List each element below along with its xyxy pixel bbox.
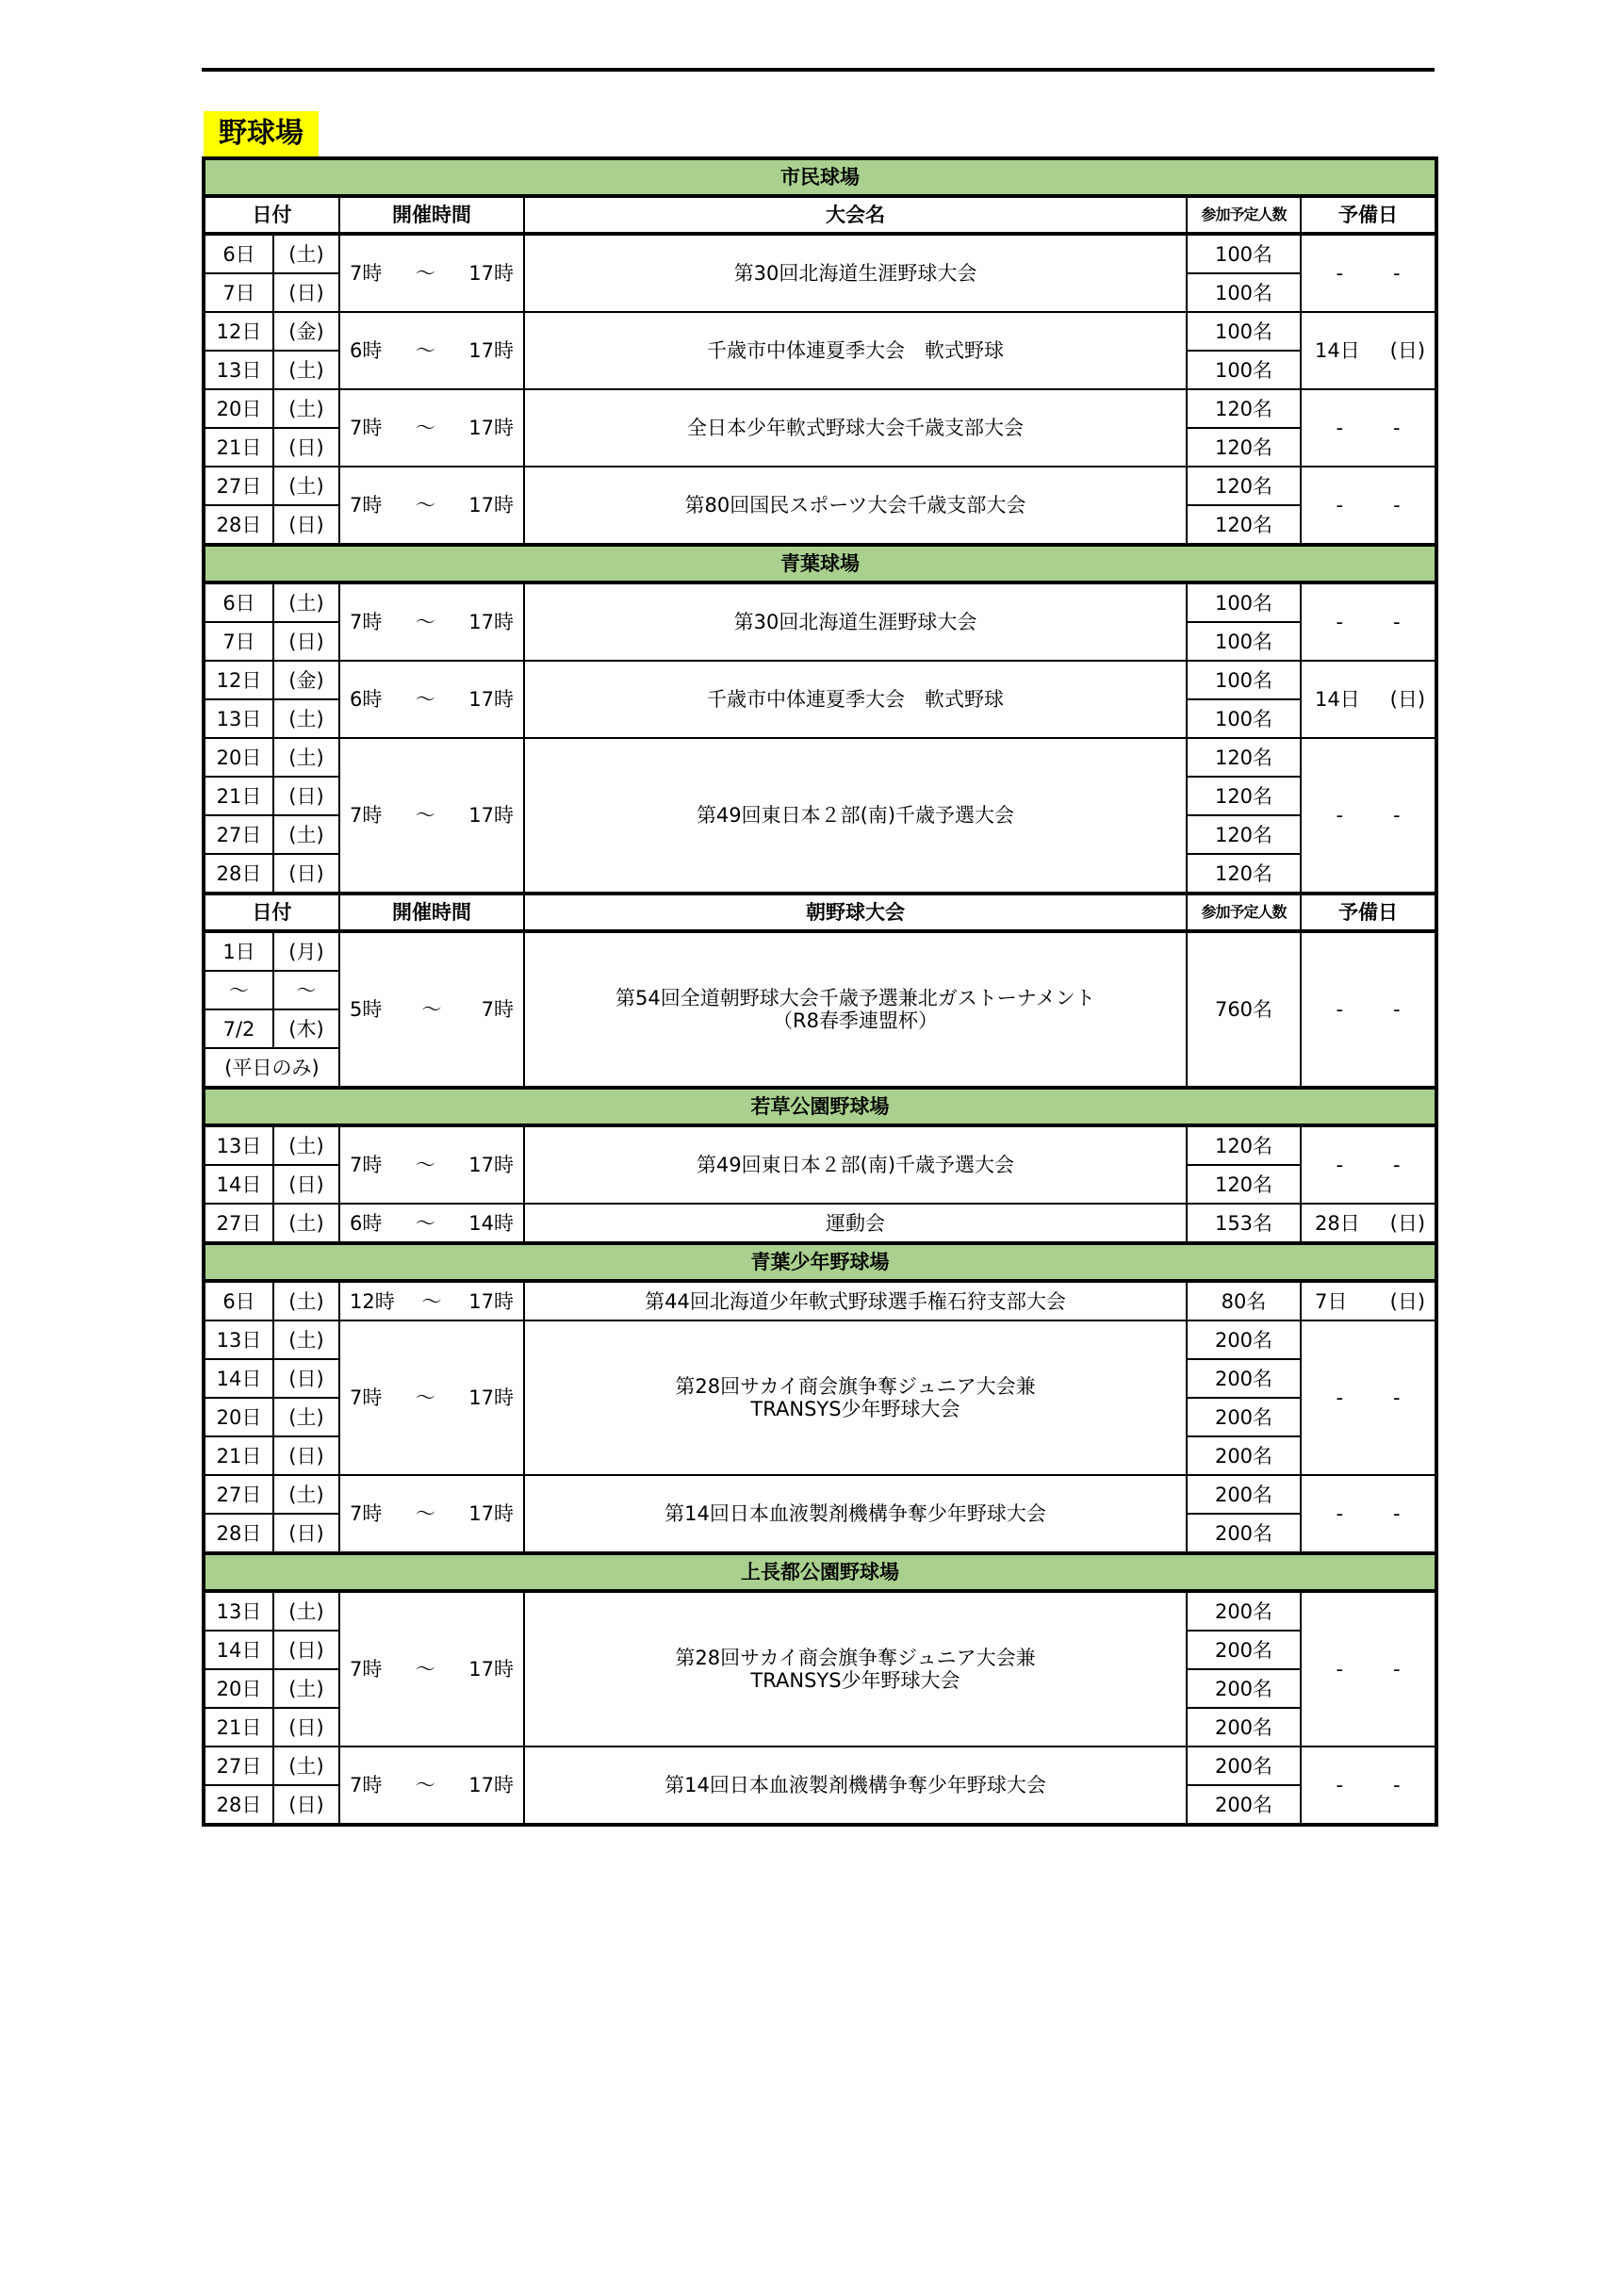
day-cell: 28日: [204, 505, 273, 545]
people-cell: 200名: [1187, 1475, 1301, 1514]
time-cell: 7時 ～ 17時: [339, 1125, 524, 1204]
weekday-cell: (土): [273, 1747, 339, 1785]
day-cell: 20日: [204, 1669, 273, 1708]
weekday-cell: (土): [273, 1591, 339, 1631]
reserve-cell: 7日 (日): [1301, 1281, 1436, 1320]
table-row: [204, 931, 1436, 971]
people-cell: 100名: [1187, 312, 1301, 351]
event-line: 第28回サカイ商会旗争奪ジュニア大会兼: [675, 1647, 1036, 1669]
header-time: 開催時間: [339, 196, 524, 234]
day-cell: 13日: [204, 351, 273, 389]
top-rule: [202, 68, 1435, 72]
event-line: 第54回全道朝野球大会千歳予選兼北ガストーナメント: [615, 987, 1095, 1009]
people-cell: 200名: [1187, 1591, 1301, 1631]
header-event: 大会名: [524, 196, 1187, 234]
weekday-cell: (土): [273, 1281, 339, 1320]
day-cell: 21日: [204, 777, 273, 815]
table-row: [204, 582, 1436, 622]
people-cell: 120名: [1187, 738, 1301, 777]
time-cell: 7時 ～ 17時: [339, 738, 524, 894]
reserve-cell: - -: [1301, 582, 1436, 661]
header-people: 参加予定人数: [1187, 196, 1301, 234]
table-row: [204, 389, 1436, 428]
day-cell: 27日: [204, 467, 273, 505]
event-cell: 第80回国民スポーツ大会千歳支部大会: [524, 467, 1187, 545]
people-cell: 200名: [1187, 1436, 1301, 1475]
people-cell: 200名: [1187, 1669, 1301, 1708]
event-cell: 第30回北海道生涯野球大会: [524, 234, 1187, 312]
time-cell: 7時 ～ 17時: [339, 1747, 524, 1825]
weekday-cell: (土): [273, 1669, 339, 1708]
reserve-cell: - -: [1301, 1747, 1436, 1825]
day-cell: 14日: [204, 1359, 273, 1398]
table-row: [204, 738, 1436, 777]
event-cell: 第14回日本血液製剤機構争奪少年野球大会: [524, 1475, 1187, 1553]
weekday-cell: (日): [273, 622, 339, 661]
venue-row: [204, 1553, 1436, 1591]
day-cell: 12日: [204, 312, 273, 351]
venue-name-shimin: 市民球場: [204, 158, 1436, 196]
table-row: [204, 467, 1436, 505]
weekday-cell: (日): [273, 1436, 339, 1475]
header-date: 日付: [204, 196, 339, 234]
weekday-cell: (日): [273, 777, 339, 815]
people-cell: 80名: [1187, 1281, 1301, 1320]
day-cell: 27日: [204, 1204, 273, 1243]
weekday-cell: (土): [273, 1125, 339, 1165]
people-cell: 200名: [1187, 1514, 1301, 1553]
weekday-cell: (土): [273, 234, 339, 273]
people-cell: 120名: [1187, 389, 1301, 428]
venue-name-kamiosatsu: 上長都公園野球場: [204, 1553, 1436, 1591]
reserve-cell: - -: [1301, 1125, 1436, 1204]
people-cell: 100名: [1187, 273, 1301, 312]
weekday-cell: (土): [273, 582, 339, 622]
table-row: [204, 661, 1436, 699]
table-row: [204, 1281, 1436, 1320]
time-cell: 6時 ～ 17時: [339, 312, 524, 389]
reserve-cell: - -: [1301, 1320, 1436, 1475]
people-cell: 120名: [1187, 467, 1301, 505]
people-cell: 120名: [1187, 1125, 1301, 1165]
day-cell: 14日: [204, 1631, 273, 1669]
weekday-cell: (日): [273, 1785, 339, 1825]
event-cell: [524, 1591, 1187, 1747]
weekdays-only-note: (平日のみ): [204, 1048, 339, 1088]
people-cell: 153名: [1187, 1204, 1301, 1243]
day-cell: 13日: [204, 1320, 273, 1359]
time-cell: 5時 ～ 7時: [339, 931, 524, 1088]
weekday-cell: (土): [273, 1398, 339, 1436]
reserve-cell: - -: [1301, 389, 1436, 467]
event-cell: 千歳市中体連夏季大会 軟式野球: [524, 312, 1187, 389]
people-cell: 120名: [1187, 777, 1301, 815]
day-cell: 27日: [204, 1475, 273, 1514]
event-cell: 第49回東日本２部(南)千歳予選大会: [524, 1125, 1187, 1204]
event-cell: 千歳市中体連夏季大会 軟式野球: [524, 661, 1187, 738]
weekday-cell: (土): [273, 699, 339, 738]
reserve-cell: - -: [1301, 1475, 1436, 1553]
venue-name-aoba-shonen: 青葉少年野球場: [204, 1243, 1436, 1281]
event-line: 第28回サカイ商会旗争奪ジュニア大会兼: [675, 1375, 1036, 1398]
header-row: [204, 894, 1436, 931]
venue-row: [204, 158, 1436, 196]
day-cell: 7/2: [204, 1009, 273, 1048]
event-cell: 第44回北海道少年軟式野球選手権石狩支部大会: [524, 1281, 1187, 1320]
weekday-cell: (日): [273, 1514, 339, 1553]
day-cell: 13日: [204, 1125, 273, 1165]
weekday-cell: (土): [273, 1204, 339, 1243]
people-cell: 100名: [1187, 582, 1301, 622]
people-cell: 200名: [1187, 1398, 1301, 1436]
event-line: TRANSYS少年野球大会: [750, 1398, 960, 1420]
reserve-cell: - -: [1301, 1591, 1436, 1747]
table-row: [204, 1125, 1436, 1165]
people-cell: 120名: [1187, 815, 1301, 854]
reserve-cell: 14日 (日): [1301, 661, 1436, 738]
time-cell: 12時 ～ 17時: [339, 1281, 524, 1320]
header-time: 開催時間: [339, 894, 524, 931]
day-cell: 6日: [204, 234, 273, 273]
reserve-cell: - -: [1301, 738, 1436, 894]
day-cell: 20日: [204, 738, 273, 777]
weekday-cell: (土): [273, 389, 339, 428]
header-reserve: 予備日: [1301, 196, 1436, 234]
people-cell: 200名: [1187, 1747, 1301, 1785]
weekday-cell: (木): [273, 1009, 339, 1048]
reserve-cell: 14日 (日): [1301, 312, 1436, 389]
time-cell: 7時 ～ 17時: [339, 1475, 524, 1553]
weekday-cell: (土): [273, 815, 339, 854]
day-cell: 21日: [204, 1708, 273, 1747]
weekday-cell: (土): [273, 738, 339, 777]
event-cell: 運動会: [524, 1204, 1187, 1243]
weekday-cell: (土): [273, 467, 339, 505]
header-people: 参加予定人数: [1187, 894, 1301, 931]
day-cell: 6日: [204, 1281, 273, 1320]
schedule-table: [202, 156, 1438, 1827]
reserve-cell: - -: [1301, 467, 1436, 545]
people-cell: 200名: [1187, 1785, 1301, 1825]
table-row: [204, 1475, 1436, 1514]
header-reserve: 予備日: [1301, 894, 1436, 931]
venue-row: [204, 545, 1436, 582]
people-cell: 200名: [1187, 1631, 1301, 1669]
day-cell: 28日: [204, 1785, 273, 1825]
event-line: TRANSYS少年野球大会: [750, 1669, 960, 1692]
time-cell: 6時 ～ 17時: [339, 661, 524, 738]
weekday-cell: (日): [273, 505, 339, 545]
time-cell: 6時 ～ 14時: [339, 1204, 524, 1243]
day-cell: ～: [204, 971, 273, 1009]
people-cell: 100名: [1187, 622, 1301, 661]
table-row: [204, 1747, 1436, 1785]
day-cell: 27日: [204, 815, 273, 854]
weekday-cell: (日): [273, 428, 339, 467]
people-cell: 120名: [1187, 1165, 1301, 1204]
table-row: [204, 1320, 1436, 1359]
header-date: 日付: [204, 894, 339, 931]
weekday-cell: (土): [273, 351, 339, 389]
venue-row: [204, 1088, 1436, 1125]
weekday-cell: (土): [273, 1320, 339, 1359]
day-cell: 14日: [204, 1165, 273, 1204]
weekday-cell: (日): [273, 1708, 339, 1747]
weekday-cell: (日): [273, 1165, 339, 1204]
day-cell: 20日: [204, 1398, 273, 1436]
people-cell: 100名: [1187, 234, 1301, 273]
reserve-cell: 28日 (日): [1301, 1204, 1436, 1243]
people-cell: 200名: [1187, 1359, 1301, 1398]
table-row: [204, 312, 1436, 351]
people-cell: 760名: [1187, 931, 1301, 1088]
section-title: 野球場: [204, 111, 319, 156]
weekday-cell: (金): [273, 312, 339, 351]
weekday-cell: (日): [273, 1359, 339, 1398]
weekday-cell: (日): [273, 1631, 339, 1669]
people-cell: 100名: [1187, 661, 1301, 699]
day-cell: 13日: [204, 1591, 273, 1631]
day-cell: 1日: [204, 931, 273, 971]
venue-name-aoba: 青葉球場: [204, 545, 1436, 582]
day-cell: 27日: [204, 1747, 273, 1785]
event-cell: 第30回北海道生涯野球大会: [524, 582, 1187, 661]
day-cell: 7日: [204, 622, 273, 661]
event-cell: [524, 1320, 1187, 1475]
table-row: [204, 234, 1436, 273]
table-row: [204, 1204, 1436, 1243]
day-cell: 28日: [204, 854, 273, 894]
people-cell: 120名: [1187, 854, 1301, 894]
time-cell: 7時 ～ 17時: [339, 234, 524, 312]
people-cell: 100名: [1187, 351, 1301, 389]
reserve-cell: - -: [1301, 234, 1436, 312]
weekday-cell: (金): [273, 661, 339, 699]
event-cell: 第14回日本血液製剤機構争奪少年野球大会: [524, 1747, 1187, 1825]
people-cell: 200名: [1187, 1320, 1301, 1359]
event-line: （R8春季連盟杯）: [773, 1009, 938, 1032]
event-cell: [524, 931, 1187, 1088]
people-cell: 200名: [1187, 1708, 1301, 1747]
venue-row: [204, 1243, 1436, 1281]
day-cell: 12日: [204, 661, 273, 699]
header-row: [204, 196, 1436, 234]
day-cell: 6日: [204, 582, 273, 622]
day-cell: 7日: [204, 273, 273, 312]
event-cell: 全日本少年軟式野球大会千歳支部大会: [524, 389, 1187, 467]
weekday-cell: (月): [273, 931, 339, 971]
people-cell: 120名: [1187, 428, 1301, 467]
venue-name-wakakusa: 若草公園野球場: [204, 1088, 1436, 1125]
time-cell: 7時 ～ 17時: [339, 389, 524, 467]
day-cell: 21日: [204, 428, 273, 467]
time-cell: 7時 ～ 17時: [339, 1320, 524, 1475]
time-cell: 7時 ～ 17時: [339, 582, 524, 661]
reserve-cell: - -: [1301, 931, 1436, 1088]
weekday-cell: ～: [273, 971, 339, 1009]
people-cell: 100名: [1187, 699, 1301, 738]
weekday-cell: (土): [273, 1475, 339, 1514]
table-row: [204, 1591, 1436, 1631]
header-asa-event: 朝野球大会: [524, 894, 1187, 931]
day-cell: 20日: [204, 389, 273, 428]
weekday-cell: (日): [273, 854, 339, 894]
time-cell: 7時 ～ 17時: [339, 467, 524, 545]
people-cell: 120名: [1187, 505, 1301, 545]
weekday-cell: (日): [273, 273, 339, 312]
time-cell: 7時 ～ 17時: [339, 1591, 524, 1747]
event-cell: 第49回東日本２部(南)千歳予選大会: [524, 738, 1187, 894]
day-cell: 21日: [204, 1436, 273, 1475]
day-cell: 28日: [204, 1514, 273, 1553]
day-cell: 13日: [204, 699, 273, 738]
